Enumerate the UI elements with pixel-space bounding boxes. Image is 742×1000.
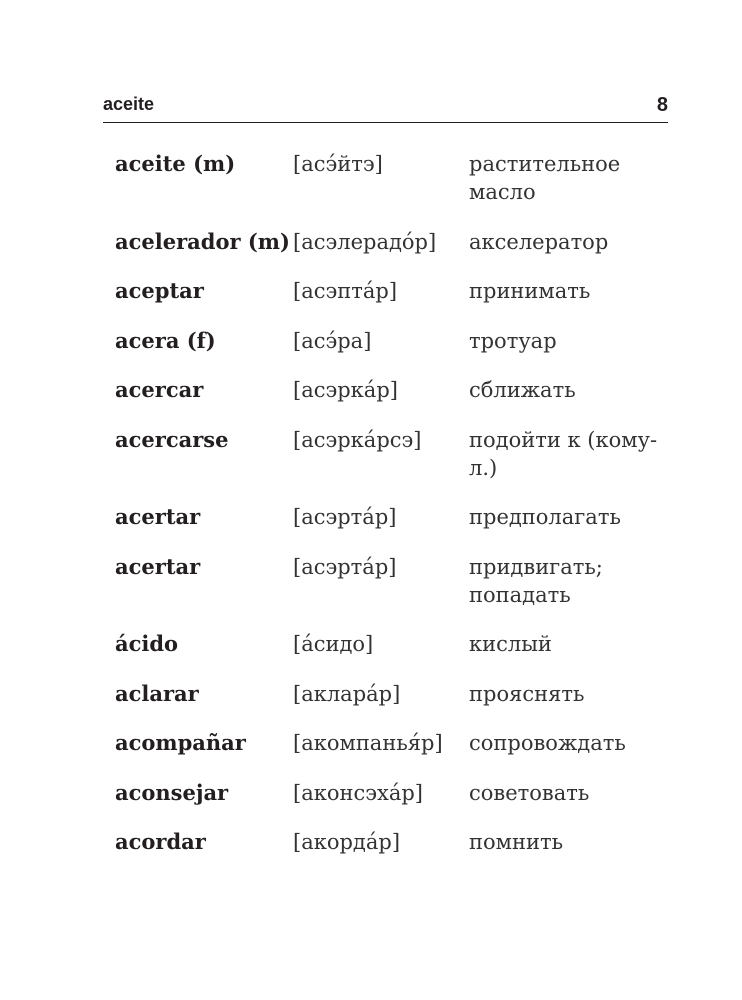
entry-transcription: [асэрта́р]	[293, 505, 397, 529]
entry-translation: кислый	[469, 632, 552, 656]
entry-translation: сопровождать	[469, 731, 626, 755]
dictionary-entry	[115, 553, 675, 631]
entry-word: aclarar	[115, 680, 199, 706]
entry-translation: придвигать; попадать	[469, 554, 603, 607]
entry-transcription: [асэрта́р]	[293, 554, 397, 579]
entry-word: acercar	[115, 377, 204, 402]
entry-word: acertar	[115, 553, 201, 579]
running-header-word: aceite	[103, 94, 155, 114]
header-rule	[103, 122, 668, 123]
entry-translation: помнить	[469, 830, 564, 854]
entry-word: acordar	[115, 829, 206, 854]
entry-translation: прояснять	[469, 681, 585, 706]
dictionary-entry	[115, 327, 675, 377]
entry-word: acercarse	[115, 426, 229, 452]
entry-transcription: [а́сидо]	[293, 632, 374, 656]
dictionary-entry	[115, 376, 675, 426]
dictionary-entry	[115, 150, 675, 228]
entry-transcription: [акомпанья́р]	[293, 731, 443, 755]
dictionary-entry	[115, 228, 675, 278]
entry-word: ácido	[115, 631, 179, 656]
entry-translation: тротуар	[469, 328, 557, 353]
entry-word: aceptar	[115, 278, 204, 303]
entry-transcription: [асэрка́рсэ]	[293, 427, 422, 452]
dictionary-entry	[115, 426, 675, 504]
dictionary-entry	[115, 779, 675, 829]
page-number: 8	[656, 94, 668, 116]
entry-translation: советовать	[469, 780, 590, 805]
entry-translation: предполагать	[469, 505, 621, 529]
entry-word: aconsejar	[115, 779, 229, 805]
entry-word: aceite (m)	[115, 151, 236, 176]
dictionary-table	[115, 150, 675, 878]
entry-transcription: [аконсэха́р]	[293, 780, 423, 805]
entry-transcription: [асэпта́р]	[293, 279, 398, 303]
dictionary-entry	[115, 630, 675, 680]
entry-word: acertar	[115, 504, 201, 529]
dictionary-entry	[115, 828, 675, 878]
entry-translation: акселератор	[469, 229, 609, 254]
entry-transcription: [асэрка́р]	[293, 378, 398, 402]
dictionary-entry	[115, 503, 675, 553]
entry-transcription: [асэлерадо́р]	[293, 229, 437, 254]
entry-translation: подойти к (кому-л.)	[469, 427, 658, 480]
entry-transcription: [аклара́р]	[293, 681, 401, 706]
dictionary-entry	[115, 277, 675, 327]
entry-word: acera (f)	[115, 327, 216, 353]
entry-transcription: [акорда́р]	[293, 830, 401, 854]
entry-transcription: [асэ́ра]	[293, 328, 372, 353]
entry-transcription: [асэ́йтэ]	[293, 152, 383, 176]
entry-word: acelerador (m)	[115, 228, 290, 254]
dictionary-entry	[115, 680, 675, 730]
entry-translation: принимать	[469, 279, 591, 303]
entry-word: acompañar	[115, 730, 246, 755]
entry-translation: растительное масло	[469, 152, 621, 204]
dictionary-entry	[115, 729, 675, 779]
entry-translation: сближать	[469, 378, 576, 402]
